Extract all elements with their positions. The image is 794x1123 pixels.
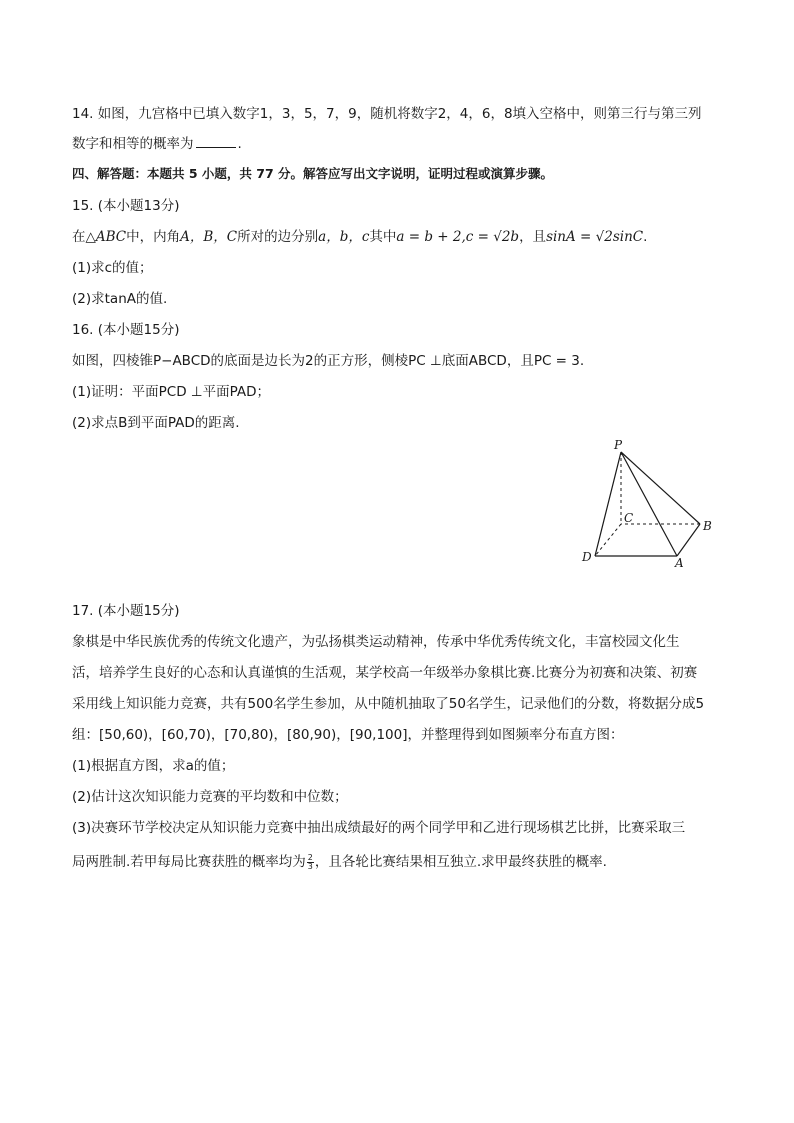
q17-part-3-cont xyxy=(72,852,724,872)
q14-period: . xyxy=(237,136,242,152)
q17-text-1: 象棋是中华民族优秀的传统文化遗产，为弘扬棋类运动精神，传承中华优秀传统文化，丰富校园文化生 xyxy=(72,634,680,650)
q15-stem-b: 中，内角 xyxy=(126,229,181,245)
section-heading-text: 四、解答题：本题共 5 小题，共 77 分。解答应写出文字说明，证明过程或演算步骤。 xyxy=(72,166,554,181)
q14-line-1 xyxy=(72,104,724,124)
q17-text-4: 组：[50,60)，[60,70)，[70,80)，[80,90)，[90,100]，并整理得到如图频率分布直方图： xyxy=(72,727,624,743)
q15-condition-1: a = b + 2,c = √2b xyxy=(396,229,520,245)
q15-part-1-text: (1)求c的值； xyxy=(72,260,153,276)
q17-line-1 xyxy=(72,632,724,652)
q15-part-2-text: (2)求tanA的值. xyxy=(72,291,168,307)
q15-stem xyxy=(72,227,724,247)
q14-text: 14. 如图，九宫格中已填入数字1，3，5，7，9，随机将数字2，4，6，8填入空格中，则第三行与第三列 xyxy=(72,106,702,122)
q17-part-3-text: (3)决赛环节学校决定从知识能力竞赛中抽出成绩最好的两个同学甲和乙进行现场棋艺比拼，比赛采取三 xyxy=(72,820,686,836)
q17-part-1 xyxy=(72,756,724,776)
q16-part-1 xyxy=(72,382,724,402)
q17-header-text: 17. (本小题15分) xyxy=(72,603,180,619)
label-A: A xyxy=(675,556,684,570)
q15-stem-f: 其中 xyxy=(369,229,397,245)
q17-part-3-text-c: ，且各轮比赛结果相互独立.求甲最终获胜的概率. xyxy=(314,854,607,870)
q15-stem-end: . xyxy=(643,229,648,245)
q16-part-2-text: (2)求点B到平面PAD的距离. xyxy=(72,415,240,431)
q16-part-2 xyxy=(72,413,724,433)
q16-part-1-text: (1)证明：平面PCD ⊥平面PAD； xyxy=(72,384,271,400)
edge-AB xyxy=(677,524,700,556)
answer-blank xyxy=(196,135,236,148)
q15-header-text: 15. (本小题13分) xyxy=(72,198,180,214)
q14-line-2 xyxy=(72,134,724,154)
q14-text-2: 数字和相等的概率为 xyxy=(72,136,194,152)
q16-stem-text: 如图，四棱锥P−ABCD的底面是边长为2的正方形，侧棱PC ⊥底面ABCD，且PC = 3. xyxy=(72,353,585,369)
q17-header xyxy=(72,601,724,621)
q17-text-2: 活，培养学生良好的心态和认真谨慎的生活观，某学校高一年级举办象棋比赛.比赛分为初赛和决策、初赛 xyxy=(72,665,698,681)
q15-part-1 xyxy=(72,258,724,278)
q17-text-3: 采用线上知识能力竞赛，共有500名学生参加，从中随机抽取了50名学生，记录他们的分数，将数据分成5 xyxy=(72,696,705,712)
q15-stem-d: 所对的边分别 xyxy=(237,229,319,245)
q15-sides: a，b，c xyxy=(318,229,370,245)
q15-stem-a: 在 xyxy=(72,229,86,245)
q17-line-3 xyxy=(72,694,724,714)
edge-PA xyxy=(621,452,677,556)
section-4-heading xyxy=(72,164,724,184)
label-P: P xyxy=(614,438,623,452)
q15-triangle: △ABC xyxy=(85,229,127,245)
q17-line-4 xyxy=(72,725,724,745)
label-B: B xyxy=(703,519,712,533)
fraction-two-thirds xyxy=(307,854,314,871)
q17-part-2 xyxy=(72,787,724,807)
q17-part-3-text-b: 局两胜制.若甲每局比赛获胜的概率均为 xyxy=(72,854,306,870)
q15-condition-2: sinA = √2sinC xyxy=(546,229,644,245)
fraction-denominator: 3 xyxy=(307,861,313,871)
q15-stem-h: ，且 xyxy=(519,229,547,245)
q16-header-text: 16. (本小题15分) xyxy=(72,322,180,338)
q17-part-3 xyxy=(72,818,724,838)
q16-header xyxy=(72,320,724,340)
q16-stem xyxy=(72,351,724,371)
q17-line-2 xyxy=(72,663,724,683)
label-D: D xyxy=(582,550,592,564)
pyramid-figure xyxy=(570,432,730,572)
q17-part-2-text: (2)估计这次知识能力竞赛的平均数和中位数； xyxy=(72,789,348,805)
q15-header xyxy=(72,196,724,216)
q15-part-2 xyxy=(72,289,724,309)
q15-angles: A，B，C xyxy=(180,229,238,245)
fraction-numerator: 2 xyxy=(307,852,313,862)
q17-part-1-text: (1)根据直方图，求a的值； xyxy=(72,758,235,774)
label-C: C xyxy=(624,511,634,525)
